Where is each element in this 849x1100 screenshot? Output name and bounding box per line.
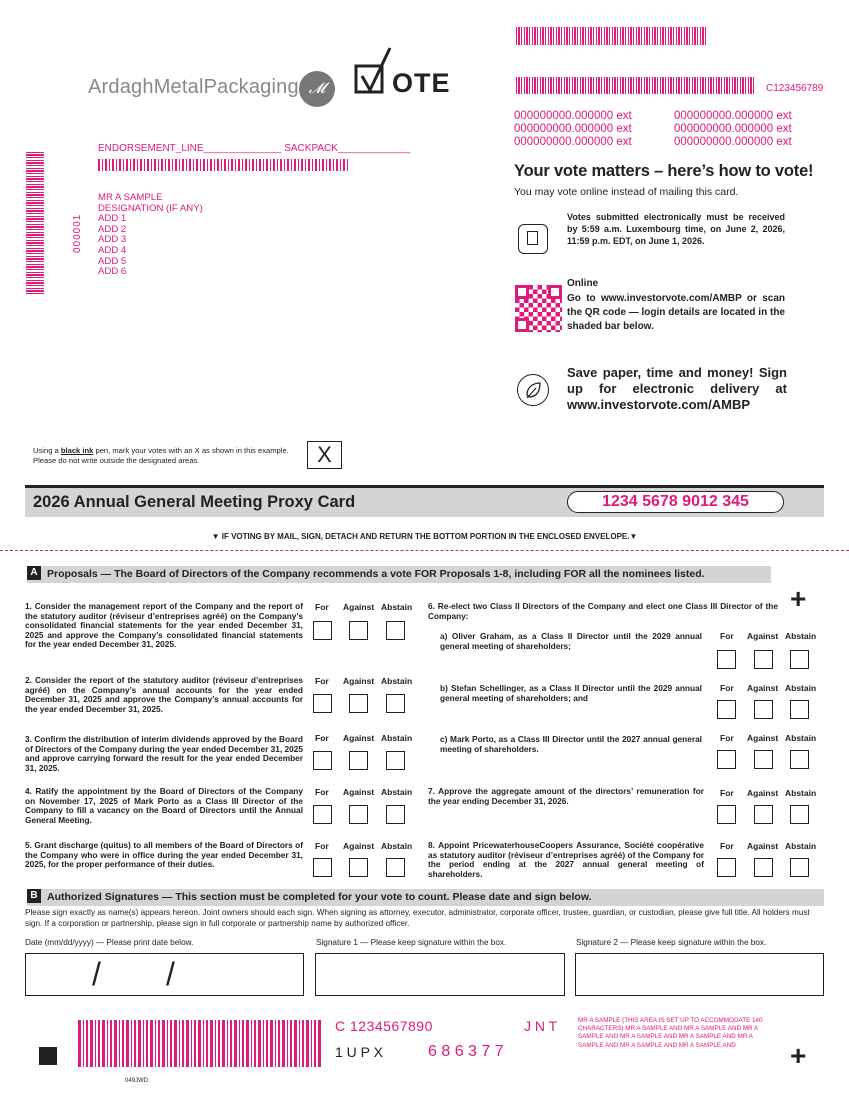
for-label: For: [315, 676, 329, 686]
address-line: ADD 4: [98, 244, 127, 256]
address-line: ADD 2: [98, 223, 127, 235]
ext-line: 000000000.000000 ext: [674, 110, 792, 122]
nominee-a: a) Oliver Graham, as a Class II Director until the 2029 annual general meeting of shareholders;: [440, 631, 702, 651]
vote-for-checkbox[interactable]: [313, 858, 332, 877]
for-label: For: [720, 788, 734, 798]
section-a-title: Proposals — The Board of Directors of the Company recommends a vote FOR Proposals 1-8, including FOR all the nominees listed.: [47, 568, 705, 580]
address-line: ADD 6: [98, 266, 127, 278]
against-label: Against: [747, 841, 779, 851]
proposal-3: 3. Confirm the distribution of interim dividends approved by the Board of Directors of the Company during the year ended December 31, 2025 and approve carrying forward the result for the year ended December 31, 2025.: [25, 734, 303, 773]
left-vertical-barcode: [26, 150, 44, 294]
date-field[interactable]: [25, 953, 304, 996]
vote-abstain-checkbox[interactable]: [386, 858, 405, 877]
vote-abstain-checkbox[interactable]: [386, 751, 405, 770]
vote-for-checkbox[interactable]: [717, 858, 736, 877]
logo-mark-icon: 𝓜: [299, 71, 335, 107]
proposal-1: 1. Consider the management report of the Company and the report of the statutory auditor (réviseur d’entreprises agréé) on the Company’s consolidated financial statements for the year ended December 31, 2025 and approve the Company’s consolidated financial statements for the year ended December 31, 2025.: [25, 601, 303, 649]
for-label: For: [315, 733, 329, 743]
registration-plus-icon: +: [790, 1040, 807, 1071]
vote-for-checkbox[interactable]: [717, 750, 736, 769]
for-label: For: [720, 841, 734, 851]
signature-2-field[interactable]: [575, 953, 824, 996]
signature-2-label: Signature 2 — Please keep signature within the box.: [576, 938, 767, 947]
for-label: For: [315, 787, 329, 797]
proxy-card-title: 2026 Annual General Meeting Proxy Card: [33, 493, 356, 511]
bottom-barcode: [78, 1020, 321, 1067]
company-logo: ArdaghMetalPackaging: [88, 76, 299, 98]
vote-abstain-checkbox[interactable]: [790, 750, 809, 769]
abstain-label: Abstain: [381, 676, 413, 686]
section-b-letter: B: [27, 889, 41, 903]
qr-code-icon: [515, 285, 562, 332]
vote-against-checkbox[interactable]: [349, 805, 368, 824]
ext-col-left: [514, 110, 632, 149]
vote-subline: You may vote online instead of mailing this card.: [514, 186, 739, 198]
against-label: Against: [343, 676, 375, 686]
electronic-deadline: Votes submitted electronically must be received by 5:59 a.m. Luxembourg time, on June 2, 2026, 11:59 p.m. EDT, on June 1, 2026.: [567, 212, 785, 246]
vote-for-checkbox[interactable]: [313, 805, 332, 824]
against-label: Against: [343, 733, 375, 743]
vote-abstain-checkbox[interactable]: [790, 805, 809, 824]
vote-against-checkbox[interactable]: [349, 751, 368, 770]
vote-logo: OTE: [354, 46, 444, 96]
abstain-label: Abstain: [381, 787, 413, 797]
ext-col-right: [674, 110, 792, 149]
proposal-6-intro: 6. Re-elect two Class II Directors of the Company and elect one Class III Director of the Company:: [428, 601, 778, 621]
against-label: Against: [747, 788, 779, 798]
against-label: Against: [343, 602, 375, 612]
postal-barcode: [98, 159, 348, 171]
detach-line: [0, 550, 849, 551]
sequence-number: 000001: [72, 213, 83, 253]
abstain-label: Abstain: [785, 841, 817, 851]
abstain-label: Abstain: [381, 602, 413, 612]
vote-abstain-checkbox[interactable]: [790, 858, 809, 877]
vote-against-checkbox[interactable]: [349, 858, 368, 877]
signature-1-label: Signature 1 — Please keep signature within the box.: [316, 938, 507, 947]
vote-check-icon: [354, 46, 394, 96]
vote-abstain-checkbox[interactable]: [386, 694, 405, 713]
top-code: C123456789: [766, 83, 824, 94]
address-line: DESIGNATION (IF ANY): [98, 202, 203, 214]
abstain-label: Abstain: [785, 733, 817, 743]
ext-line: 000000000.000000 ext: [514, 136, 632, 148]
address-line: MR A SAMPLE: [98, 192, 163, 203]
for-label: For: [720, 631, 734, 641]
leaf-icon: [517, 374, 549, 406]
vote-abstain-checkbox[interactable]: [790, 650, 809, 669]
section-a-header: [27, 566, 771, 583]
signature-1-field[interactable]: [315, 953, 565, 996]
mailing-address: [98, 193, 203, 278]
vote-against-checkbox[interactable]: [349, 621, 368, 640]
device-icon: [518, 224, 548, 254]
against-label: Against: [747, 631, 779, 641]
for-label: For: [720, 683, 734, 693]
for-label: For: [315, 602, 329, 612]
second-barcode: [516, 77, 756, 94]
title-bar: [25, 488, 824, 517]
jnt-code: J N T: [524, 1018, 558, 1034]
job-code: 049JWD: [125, 1078, 149, 1084]
marking-instructions: Using a black ink pen, mark your votes with an X as shown in this example. Please do not write outside the designated areas.: [33, 446, 289, 465]
online-instructions: Go to www.investorvote.com/AMBP or scan the QR code — login details are located in the shaded bar below.: [567, 293, 785, 332]
account-number: 6 8 6 3 7 7: [428, 1043, 504, 1060]
vote-for-checkbox[interactable]: [717, 700, 736, 719]
nominee-b: b) Stefan Schellinger, as a Class II Director until the 2029 annual general meeting of shareholders; and: [440, 683, 702, 703]
control-number: 1234 5678 9012 345: [567, 491, 784, 513]
abstain-label: Abstain: [381, 733, 413, 743]
ext-line: 000000000.000000 ext: [674, 123, 792, 135]
proposal-7: 7. Approve the aggregate amount of the directors’ remuneration for the year ending December 31, 2026.: [428, 786, 704, 806]
vote-for-checkbox[interactable]: [313, 751, 332, 770]
proposal-2: 2. Consider the report of the statutory auditor (réviseur d’entreprises agréé) on the Company’s annual accounts for the year ended December 31, 2025 and approve the Company’s annual accounts for the year ended December 31, 2025.: [25, 675, 303, 714]
vote-against-checkbox[interactable]: [754, 805, 773, 824]
proposal-8: 8. Appoint PricewaterhouseCoopers Assurance, Société coopérative as statutory auditor (réviseur d’entreprises agréé) of the Company for the period ending at the 2027 annual general meeting of shareholders.: [428, 840, 704, 879]
online-title: Online: [567, 278, 599, 289]
proposal-5: 5. Grant discharge (quitus) to all members of the Board of Directors of the Company who were in office during the year ended December 31, 2025, for the proper performance of their duties.: [25, 840, 303, 869]
ext-line: 000000000.000000 ext: [674, 136, 792, 148]
mail-note: ▼ IF VOTING BY MAIL, SIGN, DETACH AND RETURN THE BOTTOM PORTION IN THE ENCLOSED ENVELOPE.▼: [211, 532, 638, 541]
signature-instructions: Please sign exactly as name(s) appears hereon. Joint owners should each sign. When signing as attorney, executor, administrator, corporate officer, trustee, guardian, or custodian, please give full title. All holders must sign. If a corporation or partnership, please sign in full corporate or partnership name by authorized officer.: [25, 908, 810, 928]
against-label: Against: [343, 841, 375, 851]
vote-against-checkbox[interactable]: [349, 694, 368, 713]
abstain-label: Abstain: [785, 683, 817, 693]
example-x-mark: X: [307, 441, 342, 469]
section-a-letter: A: [27, 566, 41, 580]
nominee-c: c) Mark Porto, as a Class III Director until the 2027 annual general meeting of shareholders.: [440, 734, 702, 754]
vote-for-checkbox[interactable]: [313, 621, 332, 640]
vote-for-checkbox[interactable]: [717, 805, 736, 824]
vote-abstain-checkbox[interactable]: [386, 805, 405, 824]
vote-against-checkbox[interactable]: [754, 650, 773, 669]
abstain-label: Abstain: [381, 841, 413, 851]
registration-square: [39, 1047, 57, 1065]
vote-against-checkbox[interactable]: [754, 700, 773, 719]
against-label: Against: [343, 787, 375, 797]
vote-against-checkbox[interactable]: [754, 858, 773, 877]
address-line: ADD 3: [98, 234, 127, 246]
vote-abstain-checkbox[interactable]: [386, 621, 405, 640]
sample-name-area: MR A SAMPLE (THIS AREA IS SET UP TO ACCOMMODATE 140 CHARACTERS) MR A SAMPLE AND MR A SAMPLE AND MR A SAMPLE AND MR A SAMPLE AND MR A SAMPLE AND MR A SAMPLE AND MR A SAMPLE AND MR A SAMPLE AND: [578, 1017, 763, 1049]
date-slash: /: [92, 956, 101, 992]
endorsement-line: ENDORSEMENT_LINE______________ SACKPACK_____________: [98, 143, 411, 154]
vote-for-checkbox[interactable]: [313, 694, 332, 713]
address-line: ADD 1: [98, 213, 127, 225]
ext-line: 000000000.000000 ext: [514, 123, 632, 135]
proposal-4: 4. Ratify the appointment by the Board of Directors of the Company on November 17, 2025 of Mark Porto as a Class III Director of the Company to fill a vacancy on the Board of Directors until the Annual General Meeting.: [25, 786, 303, 825]
address-line: ADD 5: [98, 255, 127, 267]
top-barcode: [516, 27, 708, 45]
abstain-label: Abstain: [785, 788, 817, 798]
registration-plus-icon: +: [790, 583, 807, 614]
against-label: Against: [747, 683, 779, 693]
vote-headline: Your vote matters – here’s how to vote!: [514, 162, 814, 180]
section-b-title: Authorized Signatures — This section must be completed for your vote to count. Please date and sign below.: [47, 891, 592, 903]
vote-against-checkbox[interactable]: [754, 750, 773, 769]
abstain-label: Abstain: [785, 631, 817, 641]
date-label: Date (mm/dd/yyyy) — Please print date below.: [25, 938, 194, 947]
upx-code: 1 U P X: [335, 1044, 383, 1060]
for-label: For: [720, 733, 734, 743]
ext-line: 000000000.000000 ext: [514, 110, 632, 122]
for-label: For: [315, 841, 329, 851]
save-paper-text: Save paper, time and money! Sign up for electronic delivery at www.investorvote.com/AMBP: [567, 365, 787, 412]
date-slash: /: [166, 956, 175, 992]
account-code: C 1234567890: [335, 1018, 433, 1034]
vote-abstain-checkbox[interactable]: [790, 700, 809, 719]
section-b-header: [27, 889, 824, 906]
vote-for-checkbox[interactable]: [717, 650, 736, 669]
against-label: Against: [747, 733, 779, 743]
